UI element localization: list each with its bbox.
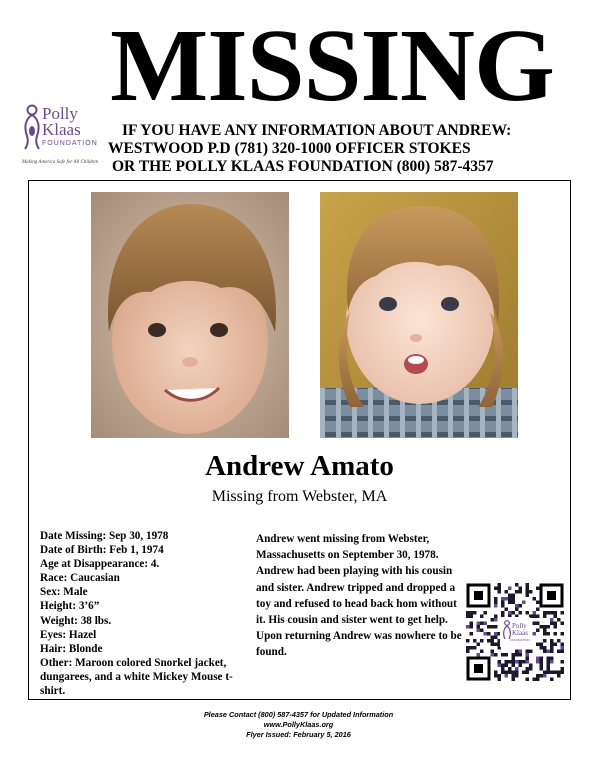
qr-module bbox=[491, 650, 495, 654]
logo-figure-icon bbox=[22, 104, 42, 150]
qr-module bbox=[512, 674, 516, 678]
qr-module bbox=[550, 650, 554, 654]
qr-module bbox=[466, 611, 470, 615]
qr-module bbox=[505, 653, 509, 657]
qr-module bbox=[557, 650, 561, 654]
qr-module bbox=[526, 650, 530, 654]
qr-module bbox=[543, 625, 547, 629]
qr-module bbox=[526, 660, 530, 664]
qr-module bbox=[561, 646, 565, 650]
qr-module bbox=[540, 664, 544, 668]
qr-module bbox=[512, 653, 516, 657]
qr-module bbox=[473, 646, 477, 650]
qr-module bbox=[554, 611, 558, 615]
qr-module bbox=[480, 639, 484, 643]
qr-module bbox=[480, 650, 484, 654]
qr-module bbox=[526, 653, 530, 657]
qr-module bbox=[470, 615, 474, 619]
qr-module bbox=[466, 625, 470, 629]
qr-module bbox=[494, 597, 498, 601]
qr-module bbox=[512, 664, 516, 668]
qr-code-icon bbox=[466, 583, 564, 681]
qr-module bbox=[477, 622, 481, 626]
qr-module bbox=[477, 653, 481, 657]
qr-module bbox=[466, 639, 470, 643]
qr-module bbox=[554, 671, 558, 675]
qr-module bbox=[477, 643, 481, 647]
qr-module bbox=[512, 597, 516, 601]
qr-module bbox=[501, 664, 505, 668]
qr-module bbox=[557, 618, 561, 622]
qr-module bbox=[491, 618, 495, 622]
qr-module bbox=[491, 636, 495, 640]
qr-module bbox=[543, 611, 547, 615]
qr-module bbox=[519, 650, 523, 654]
logo-text-klaas: Klaas bbox=[42, 120, 81, 139]
qr-module bbox=[547, 625, 551, 629]
qr-module bbox=[543, 615, 547, 619]
qr-module bbox=[512, 678, 516, 682]
qr-module bbox=[550, 639, 554, 643]
qr-module bbox=[494, 587, 498, 591]
qr-module bbox=[526, 657, 530, 661]
qr-module bbox=[505, 674, 509, 678]
qr-module bbox=[512, 657, 516, 661]
qr-module bbox=[550, 611, 554, 615]
qr-module bbox=[505, 590, 509, 594]
qr-module bbox=[550, 622, 554, 626]
qr-module bbox=[505, 608, 509, 612]
qr-module bbox=[515, 604, 519, 608]
qr-logo-klaas: Klaas bbox=[512, 629, 528, 637]
contact-line-3: OR THE POLLY KLAAS FOUNDATION (800) 587-4357 bbox=[112, 158, 494, 175]
missing-person-name: Andrew Amato bbox=[205, 450, 394, 482]
child-photo-1 bbox=[91, 192, 289, 438]
qr-module bbox=[512, 660, 516, 664]
qr-module bbox=[508, 660, 512, 664]
qr-module bbox=[543, 629, 547, 633]
qr-module bbox=[501, 611, 505, 615]
qr-module bbox=[515, 653, 519, 657]
qr-module bbox=[529, 664, 533, 668]
qr-module bbox=[547, 664, 551, 668]
qr-module bbox=[466, 650, 470, 654]
qr-module bbox=[526, 594, 530, 598]
qr-module bbox=[536, 622, 540, 626]
qr-module bbox=[533, 597, 537, 601]
qr-module bbox=[515, 650, 519, 654]
qr-module bbox=[494, 618, 498, 622]
qr-module bbox=[494, 632, 498, 636]
missing-from-location: Missing from Webster, MA bbox=[211, 488, 388, 505]
qr-module bbox=[508, 671, 512, 675]
qr-module bbox=[529, 590, 533, 594]
qr-module bbox=[480, 629, 484, 633]
qr-module bbox=[519, 611, 523, 615]
qr-module bbox=[512, 601, 516, 605]
qr-module bbox=[536, 657, 540, 661]
qr-module bbox=[533, 632, 537, 636]
qr-module bbox=[491, 643, 495, 647]
footer bbox=[0, 710, 597, 740]
qr-module bbox=[484, 622, 488, 626]
qr-module bbox=[505, 597, 509, 601]
qr-module bbox=[515, 583, 519, 587]
contact-info bbox=[108, 122, 588, 176]
qr-module bbox=[487, 639, 491, 643]
qr-module bbox=[494, 671, 498, 675]
detail-other: Other: Maroon colored Snorkel jacket, dungarees, and a white Mickey Mouse t-shirt. bbox=[40, 656, 233, 698]
qr-module bbox=[501, 601, 505, 605]
qr-module bbox=[505, 660, 509, 664]
qr-module bbox=[543, 674, 547, 678]
qr-module bbox=[470, 625, 474, 629]
disappearance-story: Andrew went missing from Webster, Massachusetts on September 30, 1978. Andrew had been playing with his cousin and sister. Andrew tripped and dropped a toy and refused to head back hom without it. His cousin and sister went to get help. Upon returning Andrew was nowhere to be found. bbox=[256, 533, 462, 659]
qr-module bbox=[466, 615, 470, 619]
qr-module bbox=[536, 629, 540, 633]
qr-module bbox=[515, 608, 519, 612]
qr-module bbox=[561, 611, 565, 615]
qr-module bbox=[519, 604, 523, 608]
qr-module bbox=[470, 622, 474, 626]
qr-module bbox=[526, 587, 530, 591]
qr-module bbox=[540, 643, 544, 647]
qr-module bbox=[550, 678, 554, 682]
qr-module bbox=[477, 625, 481, 629]
qr-module bbox=[487, 625, 491, 629]
qr-module bbox=[554, 643, 558, 647]
qr-module bbox=[536, 608, 540, 612]
qr-module bbox=[526, 678, 530, 682]
qr-module bbox=[557, 674, 561, 678]
qr-module bbox=[540, 646, 544, 650]
qr-module bbox=[536, 678, 540, 682]
qr-module bbox=[501, 597, 505, 601]
detail-race: Race: Caucasian bbox=[40, 572, 120, 585]
logo-text-polly: Polly bbox=[42, 104, 78, 123]
qr-module bbox=[484, 611, 488, 615]
qr-module bbox=[522, 601, 526, 605]
detail-hair: Hair: Blonde bbox=[40, 642, 103, 655]
qr-logo-foundation: FOUNDATION bbox=[510, 638, 530, 642]
qr-module bbox=[494, 643, 498, 647]
contact-line-1: IF YOU HAVE ANY INFORMATION ABOUT ANDREW: bbox=[122, 122, 512, 139]
qr-module bbox=[498, 583, 502, 587]
qr-module bbox=[536, 587, 540, 591]
qr-module bbox=[515, 660, 519, 664]
qr-module bbox=[512, 611, 516, 615]
qr-module bbox=[494, 653, 498, 657]
detail-weight: Weight: 38 lbs. bbox=[40, 614, 112, 627]
qr-module bbox=[554, 625, 558, 629]
qr-module bbox=[550, 618, 554, 622]
qr-module bbox=[522, 660, 526, 664]
qr-module bbox=[526, 590, 530, 594]
qr-module bbox=[501, 653, 505, 657]
footer-website[interactable]: www.PollyKlaas.org bbox=[263, 720, 334, 729]
qr-module bbox=[501, 604, 505, 608]
qr-module bbox=[550, 646, 554, 650]
qr-module bbox=[473, 639, 477, 643]
qr-module bbox=[547, 632, 551, 636]
qr-module bbox=[540, 674, 544, 678]
child-photo-2 bbox=[320, 192, 518, 438]
qr-module bbox=[543, 639, 547, 643]
detail-sex: Sex: Male bbox=[40, 586, 88, 599]
qr-module bbox=[508, 587, 512, 591]
qr-module bbox=[498, 587, 502, 591]
detail-eyes: Eyes: Hazel bbox=[40, 628, 97, 641]
detail-height: Height: 3’6” bbox=[40, 600, 100, 613]
qr-module bbox=[529, 667, 533, 671]
qr-module bbox=[512, 594, 516, 598]
headline-missing: MISSING bbox=[110, 8, 554, 123]
logo-text-foundation: FOUNDATION bbox=[42, 140, 98, 147]
qr-module bbox=[487, 632, 491, 636]
qr-module bbox=[547, 611, 551, 615]
qr-module bbox=[526, 611, 530, 615]
qr-module bbox=[522, 671, 526, 675]
qr-module bbox=[561, 622, 565, 626]
qr-module bbox=[526, 671, 530, 675]
qr-module bbox=[498, 674, 502, 678]
qr-module bbox=[533, 611, 537, 615]
qr-module bbox=[484, 632, 488, 636]
qr-module bbox=[494, 674, 498, 678]
qr-module bbox=[519, 590, 523, 594]
qr-module bbox=[480, 615, 484, 619]
qr-module bbox=[561, 671, 565, 675]
qr-module bbox=[529, 650, 533, 654]
qr-module bbox=[536, 643, 540, 647]
qr-module bbox=[470, 646, 474, 650]
qr-module bbox=[501, 667, 505, 671]
qr-module bbox=[536, 660, 540, 664]
qr-module bbox=[512, 671, 516, 675]
detail-age: Age at Disappearance: 4. bbox=[40, 558, 160, 571]
qr-module bbox=[533, 615, 537, 619]
qr-module bbox=[519, 664, 523, 668]
qr-module bbox=[536, 615, 540, 619]
qr-module bbox=[533, 622, 537, 626]
qr-module bbox=[547, 660, 551, 664]
qr-module bbox=[550, 660, 554, 664]
contact-line-2: WESTWOOD P.D (781) 320-1000 OFFICER STOKES bbox=[108, 140, 471, 157]
qr-module bbox=[508, 597, 512, 601]
qr-module bbox=[498, 678, 502, 682]
qr-module bbox=[540, 657, 544, 661]
qr-module bbox=[540, 625, 544, 629]
qr-module bbox=[550, 671, 554, 675]
qr-module bbox=[543, 632, 547, 636]
qr-module bbox=[494, 615, 498, 619]
qr-module bbox=[526, 583, 530, 587]
qr-module bbox=[494, 636, 498, 640]
qr-logo-polly: Polly bbox=[512, 622, 527, 630]
qr-module bbox=[501, 671, 505, 675]
qr-module bbox=[494, 604, 498, 608]
qr-module bbox=[498, 590, 502, 594]
detail-date-missing: Date Missing: Sep 30, 1978 bbox=[40, 530, 169, 542]
qr-module bbox=[543, 646, 547, 650]
qr-module bbox=[557, 639, 561, 643]
qr-module bbox=[554, 632, 558, 636]
qr-module bbox=[543, 650, 547, 654]
footer-issued-date: Flyer Issued: February 5, 2016 bbox=[246, 730, 351, 739]
qr-module bbox=[498, 660, 502, 664]
qr-module bbox=[547, 657, 551, 661]
qr-module bbox=[554, 622, 558, 626]
detail-date-of-birth: Date of Birth: Feb 1, 1974 bbox=[40, 544, 164, 557]
qr-module bbox=[477, 629, 481, 633]
qr-module bbox=[540, 667, 544, 671]
qr-module bbox=[498, 664, 502, 668]
qr-module bbox=[515, 590, 519, 594]
qr-module bbox=[519, 653, 523, 657]
qr-module bbox=[561, 667, 565, 671]
qr-module bbox=[519, 660, 523, 664]
qr-module bbox=[466, 646, 470, 650]
qr-module bbox=[536, 674, 540, 678]
polly-klaas-logo bbox=[22, 104, 102, 170]
qr-module bbox=[505, 664, 509, 668]
qr-module bbox=[561, 632, 565, 636]
qr-module bbox=[554, 615, 558, 619]
qr-module bbox=[515, 667, 519, 671]
qr-module bbox=[519, 587, 523, 591]
qr-module bbox=[557, 671, 561, 675]
qr-module bbox=[536, 601, 540, 605]
qr-module bbox=[540, 660, 544, 664]
qr-module bbox=[470, 611, 474, 615]
logo-tagline: Making America Safe for All Children bbox=[22, 160, 99, 165]
qr-module bbox=[508, 611, 512, 615]
qr-module bbox=[494, 625, 498, 629]
qr-module bbox=[547, 650, 551, 654]
details-list bbox=[40, 529, 240, 698]
qr-module bbox=[491, 639, 495, 643]
qr-module bbox=[533, 678, 537, 682]
qr-module bbox=[543, 671, 547, 675]
qr-module bbox=[494, 601, 498, 605]
qr-module bbox=[515, 674, 519, 678]
qr-module bbox=[480, 622, 484, 626]
footer-contact: Please Contact (800) 587-4357 for Updated Information bbox=[203, 710, 394, 719]
qr-module bbox=[561, 660, 565, 664]
qr-module bbox=[470, 632, 474, 636]
qr-module bbox=[508, 594, 512, 598]
qr-module bbox=[550, 643, 554, 647]
qr-module bbox=[561, 650, 565, 654]
qr-module bbox=[550, 657, 554, 661]
qr-module bbox=[505, 671, 509, 675]
qr-module bbox=[491, 625, 495, 629]
qr-module bbox=[547, 671, 551, 675]
qr-module bbox=[508, 667, 512, 671]
qr-module bbox=[515, 671, 519, 675]
qr-module bbox=[547, 667, 551, 671]
qr-module bbox=[526, 667, 530, 671]
qr-module bbox=[508, 601, 512, 605]
qr-module bbox=[561, 643, 565, 647]
qr-module bbox=[491, 653, 495, 657]
qr-module bbox=[473, 611, 477, 615]
qr-code[interactable] bbox=[466, 583, 564, 681]
